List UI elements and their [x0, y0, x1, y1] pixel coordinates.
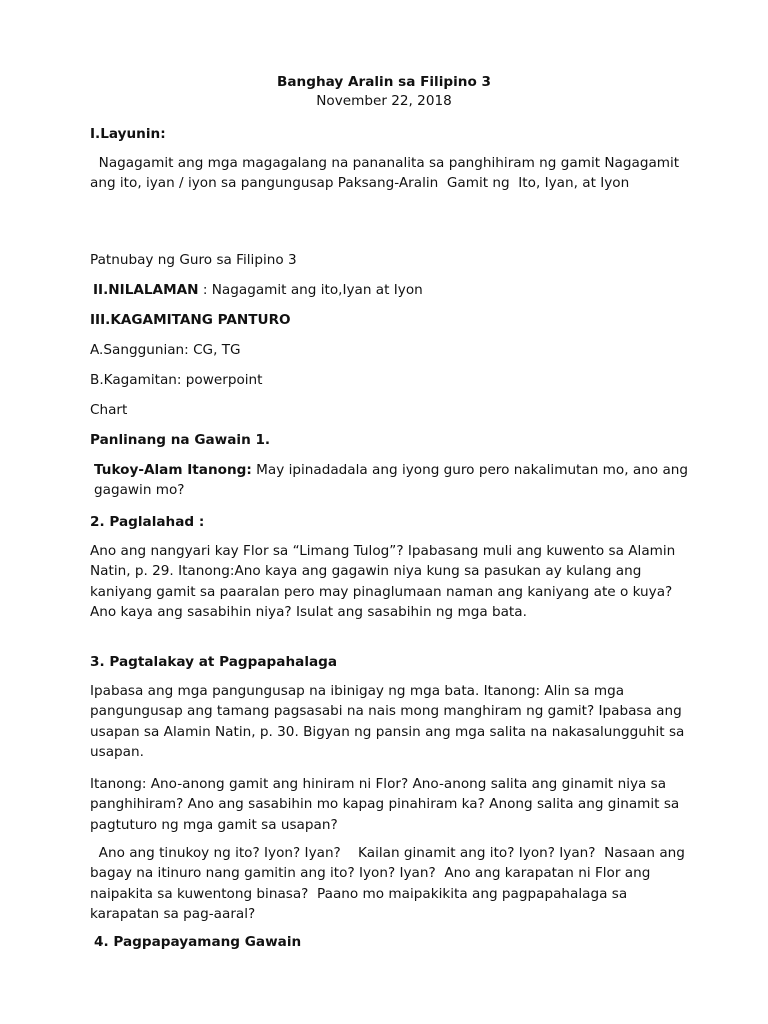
- layunin-text: Nagagamit ang mga magagalang na pananalita sa panghihiram ng gamit Nagagamit ang ito, iyan / iyon sa pangungusap Paksang-Aralin Gamit ng Ito, Iyan, at Iyon: [90, 155, 684, 192]
- kagamitang-heading: III.KAGAMITANG PANTURO: [90, 312, 291, 328]
- pagtalakay-text-2: Itanong: Ano-anong gamit ang hiniram ni Flor? Ano-anong salita ang ginamit niya sa panghihiram? Ano ang sasabihin mo kapag pinahiram ka? Anong salita ang ginamit sa pagtuturo ng mga gamit sa usapan?: [90, 776, 680, 833]
- tukoy-label: Tukoy-Alam Itanong:: [94, 462, 252, 478]
- nilalaman-line: [93, 282, 423, 298]
- nilalaman-text: : Nagagamit ang ito,Iyan at Iyon: [198, 282, 423, 298]
- pagtalakay-text-1: Ipabasa ang mga pangungusap na ibinigay ng mga bata. Itanong: Alin sa mga pangungusap ang tamang pagsasabi na nais mong manghiram ng gamit? Ipabasa ang usapan sa Alamin Natin, p. 30. Bigyan ng pansin ang mga salita na nakasalungguhit sa usapan.: [90, 683, 685, 760]
- panlinang-heading: Panlinang na Gawain 1.: [90, 432, 271, 448]
- document-date: November 22, 2018: [316, 93, 452, 109]
- chart-text: Chart: [90, 402, 128, 418]
- pagtalakay-text-3: Ano ang tinukoy ng ito? Iyon? Iyan? Kailan ginamit ang ito? Iyon? Iyan? Nasaan ang bagay na itinuro nang gamitin ang ito? Iyon? Iyan? Ano ang karapatan ni Flor ang naipakita sa kuwentong binasa? Paano mo maipakikita ang pagpapahalaga sa karapatan sa pag-aaral?: [90, 845, 690, 922]
- tukoy-paragraph: [94, 460, 690, 501]
- document-title: Banghay Aralin sa Filipino 3: [277, 74, 491, 90]
- nilalaman-label: II.NILALAMAN: [93, 282, 199, 298]
- patnubay-text: Patnubay ng Guro sa Filipino 3: [90, 252, 297, 268]
- paglalahad-heading: 2. Paglalahad :: [90, 514, 205, 530]
- pagtalakay-heading: 3. Pagtalakay at Pagpapahalaga: [90, 654, 338, 670]
- paglalahad-text: Ano ang nangyari kay Flor sa “Limang Tulog”? Ipabasang muli ang kuwento sa Alamin Natin, p. 29. Itanong:Ano kaya ang gagawin niya kung sa pasukan ay kulang ang kaniyang gamit sa paaralan pero may pinaglumaan naman ang kaniyang ate o kuya? Ano kaya ang sasabihin niya? Isulat ang sasabihin ng mga bata.: [90, 543, 676, 620]
- kagamitan-text: B.Kagamitan: powerpoint: [90, 372, 263, 388]
- pagpapayamang-heading: 4. Pagpapayamang Gawain: [94, 934, 302, 950]
- sanggunian-text: A.Sanggunian: CG, TG: [90, 342, 241, 358]
- layunin-heading: I.Layunin:: [90, 126, 166, 142]
- tukoy-text: May ipinadadala ang iyong guro pero nakalimutan mo, ano ang gagawin mo?: [94, 462, 689, 499]
